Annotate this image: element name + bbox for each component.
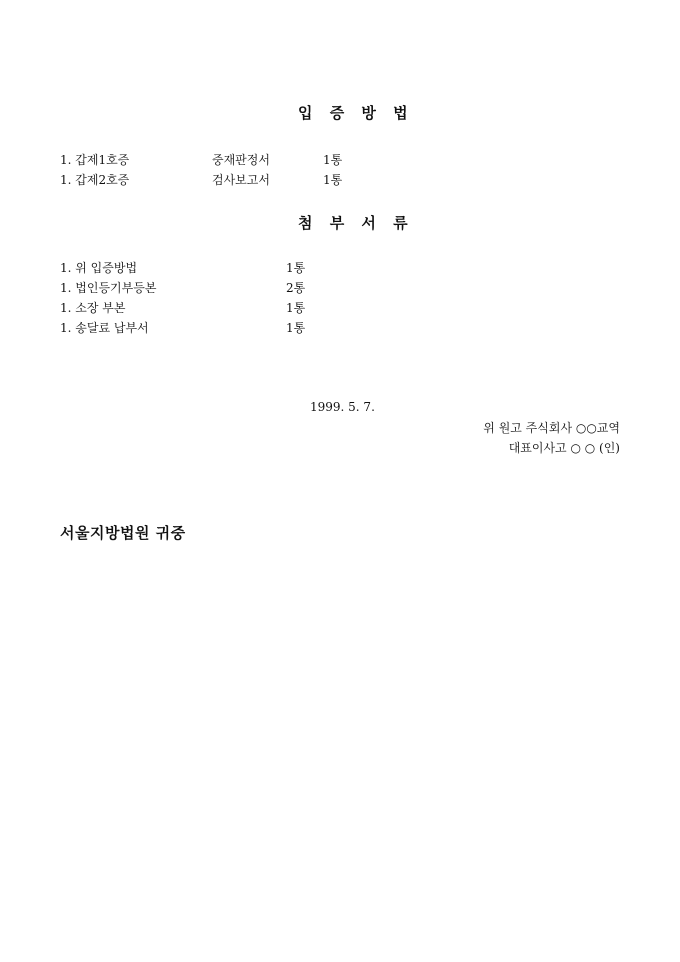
evidence-item-1-count: 1통 [323,153,343,167]
evidence-heading: 입 증 방 법 [298,104,414,122]
attachment-item-3-count: 1통 [286,301,306,315]
attachment-item-1-count: 1통 [286,261,306,275]
evidence-item-1-doc: 중재판정서 [212,153,270,167]
attachment-item-3-label: 1. 소장 부본 [60,301,126,315]
evidence-item-2-count: 1통 [323,173,343,187]
attachment-item-1-label: 1. 위 입증방법 [60,261,138,275]
attachments-heading: 첨 부 서 류 [298,214,414,232]
evidence-item-2-label: 1. 갑제2호증 [60,173,130,187]
representative-line: 대표이사고 ○ ○ (인) [508,441,620,455]
court-addressee: 서울지방법원 귀중 [60,524,186,542]
attachment-item-2-count: 2통 [286,281,306,295]
evidence-item-1-label: 1. 갑제1호증 [60,153,130,167]
attachment-item-4-label: 1. 송달료 납부서 [60,321,149,335]
evidence-item-2-doc: 검사보고서 [212,173,270,187]
attachment-item-4-count: 1통 [286,321,306,335]
attachment-item-2-label: 1. 법인등기부등본 [60,281,157,295]
plaintiff-line: 위 원고 주식회사 ○○교역 [483,421,620,435]
filing-date: 1999. 5. 7. [310,400,375,414]
